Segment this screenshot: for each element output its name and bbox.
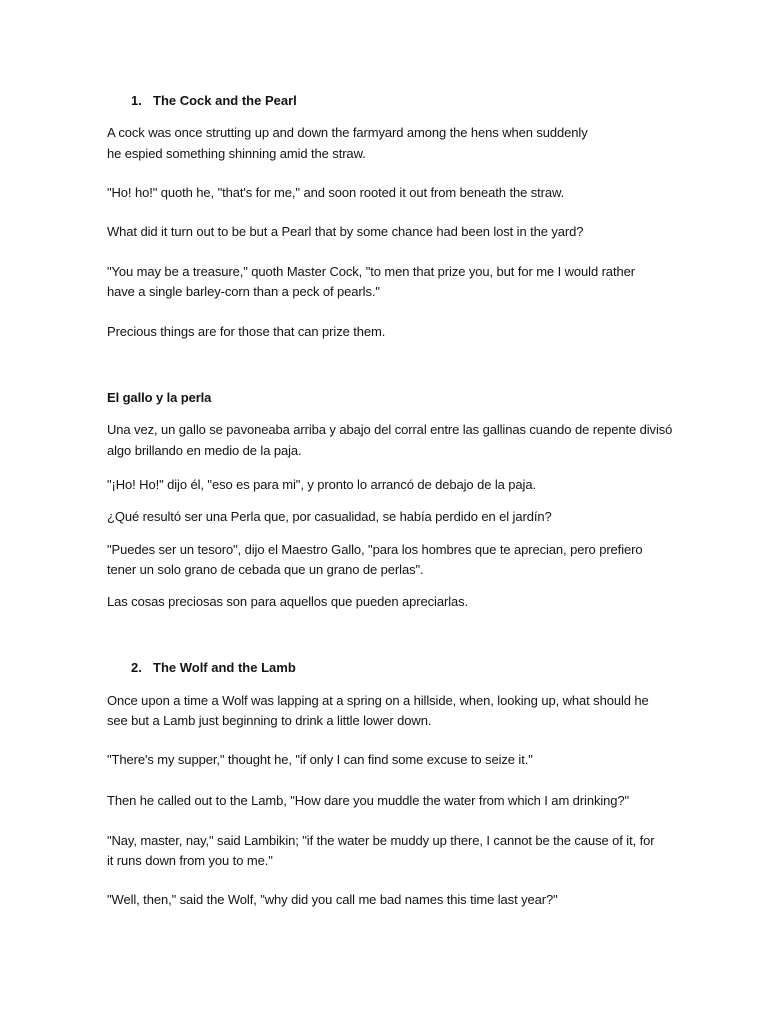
paragraph-line: "Puedes ser un tesoro", dijo el Maestro Gallo, "para los hombres que te aprecian, pero prefiero <box>107 542 643 557</box>
moral-line: Las cosas preciosas son para aquellos que pueden apreciarlas. <box>107 594 469 609</box>
fable-2-number: 2. <box>131 660 142 675</box>
paragraph-line: it runs down from you to me." <box>107 853 273 868</box>
paragraph-line: Then he called out to the Lamb, "How dare you muddle the water from which I am drinking?" <box>107 793 630 808</box>
paragraph-line: "Nay, master, nay," said Lambikin; "if the water be muddy up there, I cannot be the cause of it, for <box>107 833 655 848</box>
paragraph-line: ¿Qué resultó ser una Perla que, por casualidad, se había perdido en el jardín? <box>107 509 552 524</box>
paragraph-line: algo brillando en medio de la paja. <box>107 443 302 458</box>
paragraph-line: tener un solo grano de cebada que un grano de perlas". <box>107 562 424 577</box>
paragraph-line: "¡Ho! Ho!" dijo él, "eso es para mi", y pronto lo arrancó de debajo de la paja. <box>107 477 536 492</box>
paragraph-line: "There's my supper," thought he, "if only I can find some excuse to seize it." <box>107 752 533 767</box>
paragraph-line: Una vez, un gallo se pavoneaba arriba y abajo del corral entre las gallinas cuando de repente divisó <box>107 422 673 437</box>
paragraph-line: "You may be a treasure," quoth Master Cock, "to men that prize you, but for me I would rather <box>107 264 635 279</box>
paragraph-line: What did it turn out to be but a Pearl that by some chance had been lost in the yard? <box>107 224 584 239</box>
paragraph-line: see but a Lamb just beginning to drink a little lower down. <box>107 713 432 728</box>
paragraph-line: he espied something shinning amid the straw. <box>107 146 366 161</box>
fable-2-title: The Wolf and the Lamb <box>153 660 296 675</box>
paragraph-line: Once upon a time a Wolf was lapping at a spring on a hillside, when, looking up, what should he <box>107 693 649 708</box>
fable-1-title: The Cock and the Pearl <box>153 93 297 108</box>
paragraph-line: "Well, then," said the Wolf, "why did you call me bad names this time last year?" <box>107 892 558 907</box>
spanish-title: El gallo y la perla <box>107 390 212 405</box>
paragraph-line: "Ho! ho!" quoth he, "that's for me," and soon rooted it out from beneath the straw. <box>107 185 565 200</box>
paragraph-line: A cock was once strutting up and down the farmyard among the hens when suddenly <box>107 125 588 140</box>
paragraph-line: have a single barley-corn than a peck of pearls." <box>107 284 380 299</box>
moral-line: Precious things are for those that can prize them. <box>107 324 386 339</box>
fable-1-number: 1. <box>131 93 142 108</box>
